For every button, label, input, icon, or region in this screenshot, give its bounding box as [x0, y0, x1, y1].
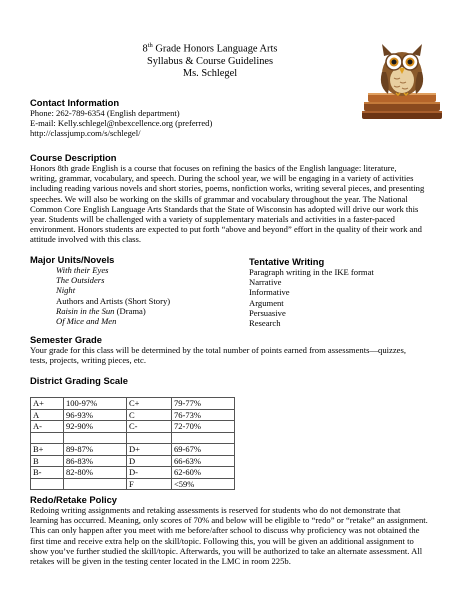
course-description-line: including reading various novels and short stories, poems, nonfiction works, writing several pieces, and presenting — [30, 183, 425, 194]
course-description-line: writing, grammar, vocabulary, and speech. During the school year, we will be engaging in a variety of activities — [30, 173, 414, 184]
unit-item: Authors and Artists (Short Story) — [56, 295, 171, 306]
grading-scale-heading-wrap — [30, 375, 128, 386]
redo-policy-line: This can only happen after you meet with me before/after school to discuss why proficiency was not obtained the — [30, 525, 420, 536]
course-description-line: Common Core English Language Arts Standards that the State of Wisconsin has adopted will drive our work this — [30, 203, 419, 214]
redo-policy-section — [30, 494, 450, 566]
writing-item: Persuasive — [249, 307, 286, 318]
table-row: A 96-93% C 76-73% — [31, 409, 235, 421]
units-heading: Major Units/Novels — [30, 254, 115, 265]
contact-email[interactable]: E-mail: Kelly.schlegel@nbexcellence.org (preferred) — [30, 118, 213, 129]
table-row: F <59% — [31, 478, 235, 490]
table-row: B 86-83% D 66-63% — [31, 455, 235, 467]
semester-grade-section — [30, 334, 450, 365]
contact-phone: Phone: 262-789-6354 (English department) — [30, 108, 180, 118]
unit-item: With their Eyes — [56, 265, 109, 275]
unit-item: The Outsiders — [56, 275, 105, 286]
redo-policy-line: show you’ve further studied the skill/topic. Afterwards, you will be authorized to take an alternate assessment. All — [30, 545, 423, 556]
writing-item: Argument — [249, 297, 284, 308]
document-subtitle: Syllabus & Course Guidelines — [146, 55, 274, 67]
table-row: B+ 89-87% D+ 69-67% — [31, 444, 235, 456]
redo-policy-line: first time and receive extra help on the skill/topic. Following this, you will be given an additional assignment to — [30, 535, 414, 546]
semester-grade-line: tests, projects, writing pieces, etc. — [30, 355, 146, 366]
writing-heading: Tentative Writing — [249, 256, 325, 267]
table-row: A- 92-90% C- 72-70% — [31, 421, 235, 433]
redo-policy-line: retakes will be given in the testing center located in the LMC in room 225b. — [30, 556, 291, 567]
course-description-line: environment. Honors students are expected to put forth “above and beyond” effort in the quality of their work and — [30, 224, 422, 235]
writing-section — [249, 256, 374, 328]
teacher-name: Ms. Schlegel — [182, 68, 238, 80]
document-header — [100, 40, 320, 81]
semester-grade-line: Your grade for this class will be determined by the total number of points earned from assessments—quizzes, — [30, 345, 406, 355]
writing-item: Informative — [249, 287, 290, 298]
course-description-line: year. Students will be challenged with a variety of supplementary materials and activities in a faster-paced — [30, 214, 395, 225]
course-description-section — [30, 152, 450, 245]
redo-policy-heading: Redo/Retake Policy — [30, 494, 118, 505]
table-row: A+ 100-97% C+ 79-77% — [31, 398, 235, 410]
contact-section — [30, 97, 212, 139]
writing-item: Research — [249, 318, 281, 329]
grading-scale-table — [30, 397, 235, 490]
course-description-line: speeches. We will also be working on the skills of grammar and vocabulary throughout the year. The National — [30, 193, 408, 204]
semester-grade-heading: Semester Grade — [30, 334, 102, 345]
units-section — [30, 254, 170, 326]
course-description-line: Honors 8th grade English is a course that focuses on refining the basics of the English language: literature, — [30, 163, 397, 173]
redo-policy-line: learning has occurred. Meaning, only scores of 70% and below will be eligible to “redo” or “retake” an assignment. — [30, 515, 428, 526]
redo-policy-line: Redoing writing assignments and retaking assessments is reserved for students who do not demonstrate that — [30, 505, 401, 515]
course-title: 8th Grade Honors Language Arts — [142, 42, 278, 55]
owl-on-books-icon — [360, 38, 444, 122]
writing-item: Narrative — [249, 277, 282, 288]
unit-item: Night — [56, 285, 76, 296]
contact-website[interactable]: http://classjump.com/s/schlegel/ — [30, 128, 141, 139]
course-description-heading: Course Description — [30, 152, 117, 163]
writing-item: Paragraph writing in the IKE format — [249, 267, 374, 277]
unit-item: Of Mice and Men — [56, 316, 117, 327]
table-row: B- 82-80% D- 62-60% — [31, 467, 235, 479]
grading-scale-heading: District Grading Scale — [30, 375, 128, 386]
table-row — [31, 432, 235, 444]
course-description-line: attitude involved with this class. — [30, 234, 141, 245]
contact-heading: Contact Information — [30, 97, 120, 108]
unit-item: Raisin in the Sun (Drama) — [56, 305, 146, 316]
